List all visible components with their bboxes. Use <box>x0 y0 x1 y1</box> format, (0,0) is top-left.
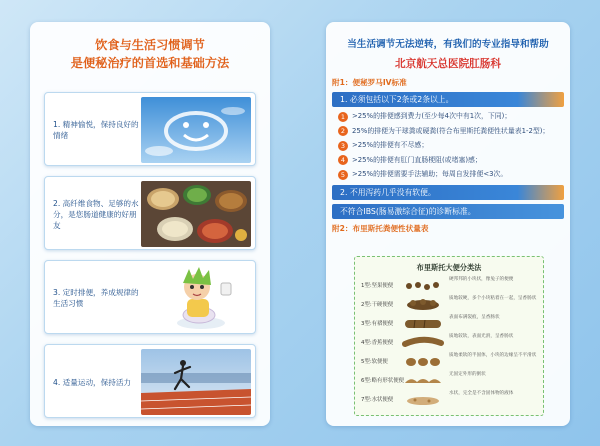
criteria-text: >25%的排便需要手法辅助；每周自发排便<3次。 <box>352 170 508 178</box>
bristol-type-label: 3型:有褶便便 <box>361 321 394 327</box>
criteria-item <box>326 126 570 137</box>
bristol-row <box>361 315 539 332</box>
criteria-number: 1 <box>338 112 348 122</box>
attachment2-title: 附2：布里斯托粪便性状量表 <box>332 223 429 233</box>
bristol-row <box>361 334 539 351</box>
stool-type7-icon <box>401 392 445 407</box>
criteria-item <box>326 169 570 180</box>
bristol-row <box>361 353 539 370</box>
bristol-type-desc: 质地较硬，多个小块粘着在一起，呈香肠状 <box>449 296 537 301</box>
bristol-type-desc: 质地较软，表面光滑，呈香肠状 <box>449 334 514 339</box>
tip-card-emotion <box>44 92 256 166</box>
tip-card-text: 4. 适量运动，保持活力 <box>53 377 132 387</box>
stool-type6-icon <box>401 373 445 388</box>
criteria-number: 2 <box>338 126 348 136</box>
bristol-type-desc: 质地柔软的半固体，小块的边缘呈不平滑状 <box>449 353 537 358</box>
bristol-type-desc: 水状，完全是不含固体物的液体 <box>449 391 514 396</box>
criteria-list <box>326 111 570 180</box>
criteria-bar-2: 2. 不用泻药几乎没有软便。 <box>332 185 564 200</box>
attachment1-title: 附1：便秘罗马IV标准 <box>332 78 407 87</box>
tip-card-text: 1. 精神愉悦，保持良好的情绪 <box>53 120 139 140</box>
right-panel <box>326 22 570 426</box>
left-panel <box>30 22 270 426</box>
bristol-type-desc: 表面布满裂痕，呈香肠状 <box>449 315 500 320</box>
tip-card-diet <box>44 176 256 250</box>
bristol-row <box>361 391 539 408</box>
bristol-row <box>361 277 539 294</box>
criteria-item <box>326 140 570 151</box>
bristol-chart <box>354 256 544 416</box>
bristol-type-desc: 硬邦邦的小块状，像兔子的便便 <box>449 277 514 282</box>
criteria-number: 4 <box>338 155 348 165</box>
bristol-type-desc: 无固定外形的粥状 <box>449 372 486 377</box>
right-header-hospital: 北京航天总医院肛肠科 <box>395 58 501 70</box>
bristol-title: 布里斯托大便分类法 <box>416 263 482 272</box>
stool-type5-icon <box>401 354 445 369</box>
bristol-type-label: 4型:香蕉便便 <box>361 340 394 346</box>
left-title <box>30 36 270 72</box>
bristol-type-label: 2型:干硬便便 <box>361 302 394 308</box>
tip-card-text: 2. 高纤维食物、足够的水分，是您肠道健康的好朋友 <box>53 198 139 230</box>
bristol-row <box>361 372 539 389</box>
criteria-text: >25%的排便感到费力(至少每4次中有1次，下同)； <box>352 112 512 120</box>
bristol-type-label: 5型:软便便 <box>361 359 388 365</box>
right-header <box>326 36 570 71</box>
cartoon-boy-toilet-icon <box>141 265 251 331</box>
stool-type2-icon <box>401 297 445 312</box>
left-title-line1: 饮食与生活习惯调节 <box>95 38 205 52</box>
bristol-type-label: 6型:略有形状便便 <box>361 378 404 384</box>
criteria-number: 5 <box>338 170 348 180</box>
stool-type3-icon <box>401 316 445 331</box>
bristol-row <box>361 296 539 313</box>
tip-card-exercise <box>44 344 256 418</box>
criteria-bar-3: 不符合IBS(肠易激综合征)的诊断标准。 <box>332 204 564 219</box>
tip-card-text: 3. 定时排便，养成规律的生活习惯 <box>53 288 139 308</box>
criteria-bar-1: 1. 必须包括以下2条或2条以上。 <box>332 92 564 107</box>
criteria-text: >25%的排便有不尽感； <box>352 141 429 149</box>
left-title-line2: 是便秘治疗的首选和基础方法 <box>70 56 230 70</box>
criteria-text: >25%的排便有肛门直肠梗阻(或堵塞)感； <box>352 155 482 164</box>
criteria-text: 25%的排便为干球粪或硬粪(符合布里斯托粪便性状量表1-2型)； <box>352 126 550 135</box>
stool-type1-icon <box>401 278 445 293</box>
stool-type4-icon <box>401 335 445 350</box>
criteria-number: 3 <box>338 141 348 151</box>
tip-card-routine <box>44 260 256 334</box>
bristol-type-label: 7型:水状便便 <box>361 397 394 403</box>
fiber-food-icon <box>141 181 251 247</box>
smiley-cloud-icon <box>141 97 251 163</box>
right-header-line1: 当生活调节无法逆转，有我们的专业指导和帮助 <box>347 39 549 50</box>
criteria-item <box>326 111 570 122</box>
runner-stadium-icon <box>141 349 251 415</box>
bristol-type-label: 1型:坚果便便 <box>361 283 394 289</box>
criteria-item <box>326 155 570 166</box>
